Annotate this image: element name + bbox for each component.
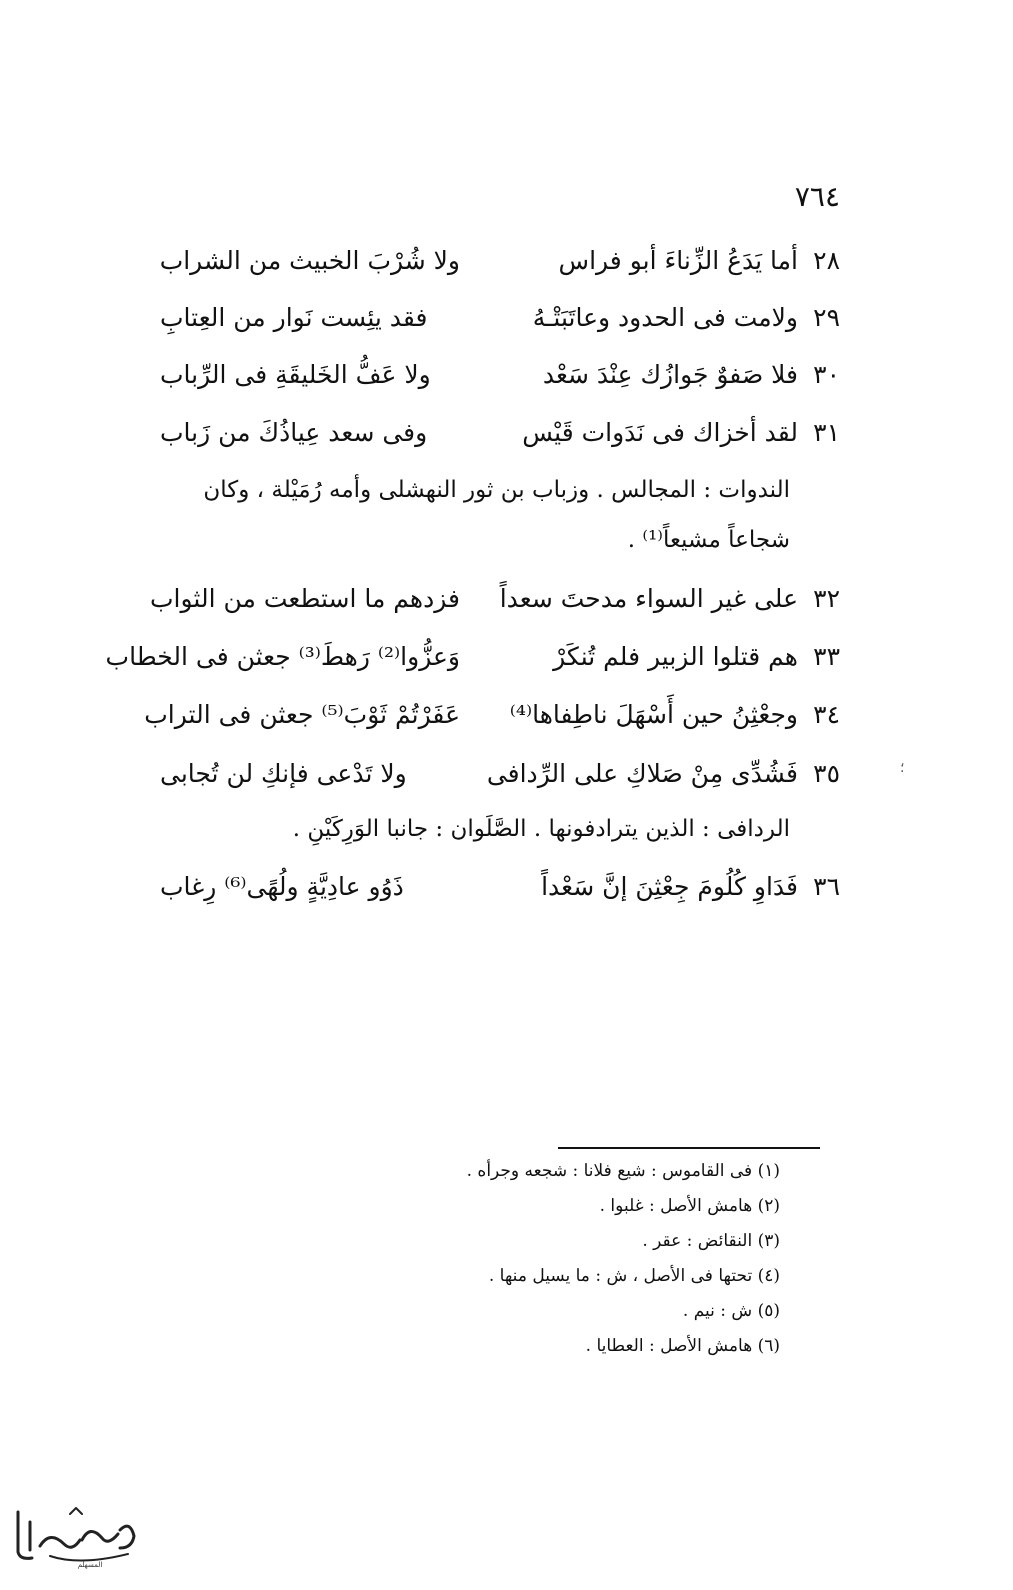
verse-30 — [160, 350, 840, 400]
gloss-note: الندوات : المجالس . وزباب بن ثور النهشلى وأمه رُمَيْلة ، وكان شجاعاً مشيعاً⁽¹⁾ . — [203, 477, 790, 553]
verse-first-hemistich: على غير السواء مدحتَ سعداً — [499, 584, 798, 613]
verse-33 — [105, 632, 840, 682]
verse-first-hemistich: فلا صَفوٌ جَوازُك عِنْدَ سَعْد — [542, 360, 798, 389]
verse-second-hemistich: فزدهم ما استطعت من الثواب — [150, 584, 460, 613]
page-number: ٧٦٤ — [794, 180, 840, 213]
footnote-3: (٣) النقائض : عقر . — [642, 1231, 780, 1251]
verse-number: ٢٩ — [813, 303, 840, 332]
verse-number: ٣٤ — [813, 700, 840, 729]
verse-second-hemistich: وفى سعد عِياذُكَ من زَباب — [160, 418, 428, 447]
verse-number: ٣١ — [813, 418, 840, 447]
stamp-caption: المسهلم — [77, 1561, 103, 1569]
verse-number: ٣٦ — [813, 872, 840, 901]
verse-34 — [144, 690, 840, 740]
verse-second-hemistich: ذَوُو عادِيَّةٍ ولُهًى⁽⁶⁾ رِغاب — [160, 872, 404, 901]
verse-first-hemistich: وجعْثِنُ حين أَسْهَلَ ناطِفاها⁽⁴⁾ — [509, 700, 798, 729]
footnote-5: (٥) ش : نيم . — [682, 1301, 780, 1321]
footnote-1: (١) فى القاموس : شيع فلانا : شجعه وجرأه . — [466, 1161, 780, 1181]
verse-first-hemistich: لقد أخزاك فى نَدَوات قَيْس — [522, 418, 798, 447]
verse-second-hemistich: ولا تَدْعى فإنكِ لن تُجابى — [160, 759, 407, 788]
verse-first-hemistich: أما يَدَعُ الزِّناءَ أبو فراس — [558, 246, 798, 275]
verse-32 — [150, 574, 840, 624]
calligraphy-stamp-logo — [10, 1500, 140, 1570]
verse-second-hemistich: ولا عَفُّ الخَليقَةِ فى الرِّباب — [160, 360, 431, 389]
footnotes — [420, 1154, 780, 1364]
verse-31 — [160, 408, 840, 458]
footnote-4: (٤) تحتها فى الأصل ، ش : ما يسيل منها . — [488, 1266, 780, 1286]
verse-35 — [160, 749, 840, 799]
verse-first-hemistich: فَدَاوِ كُلُومَ جِعْثِنَ إنَّ سَعْداً — [541, 872, 798, 901]
verse-29 — [160, 293, 840, 343]
verse-28 — [160, 236, 840, 286]
verse-first-hemistich: فَشُدِّى مِنْ صَلاكِ على الرِّدافى — [486, 759, 798, 788]
margin-mark: ؛ — [900, 760, 905, 776]
verse-first-hemistich: ولامت فى الحدود وعاتَبَتْـهُ — [532, 303, 798, 332]
verse-number: ٣٣ — [813, 642, 840, 671]
verse-number: ٢٨ — [813, 246, 840, 275]
verse-second-hemistich: ولا شُرْبَ الخبيث من الشراب — [159, 246, 460, 275]
verse-number: ٣٢ — [813, 584, 840, 613]
footnote-divider — [558, 1147, 820, 1149]
verse-second-hemistich: وَعزُّوا⁽²⁾ رَهطَ⁽³⁾ جعثن فى الخطاب — [105, 642, 460, 671]
verse-36 — [160, 862, 840, 912]
verse-second-hemistich: فقد يئِست نَوار من العِتابِ — [160, 303, 428, 332]
verse-number: ٣٠ — [813, 360, 840, 389]
verse-second-hemistich: عَفَرْتُمْ ثَوْبَ⁽⁵⁾ جعثن فى التراب — [144, 700, 460, 729]
gloss-note: الردافى : الذين يترادفونها . الصَّلَوان : جانبا الوَرِكَيْنِ . — [292, 816, 790, 842]
footnote-6: (٦) هامش الأصل : العطايا . — [585, 1336, 780, 1356]
verse-first-hemistich: هم قتلوا الزبير فلم تُنكَرْ — [553, 642, 798, 671]
footnote-2: (٢) هامش الأصل : غلبوا . — [599, 1196, 780, 1216]
verse-number: ٣٥ — [813, 759, 840, 788]
